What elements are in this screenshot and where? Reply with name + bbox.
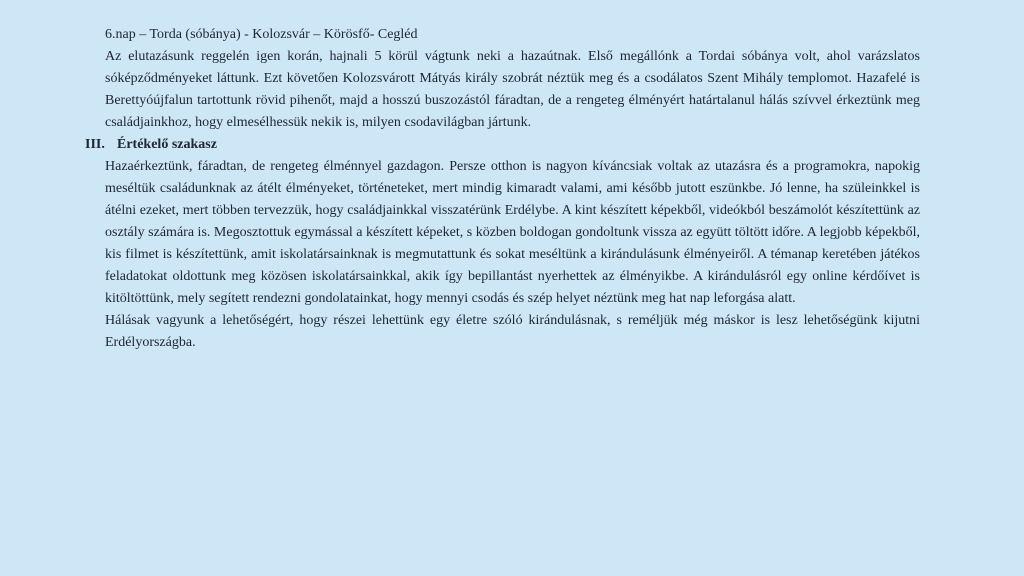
section-number: III. — [85, 137, 105, 152]
day-heading: 6.nap – Torda (sóbánya) - Kolozsvár – Körösfő- Cegléd — [105, 27, 418, 42]
section-heading — [85, 134, 920, 156]
day-paragraph: Az elutazásunk reggelén igen korán, hajnali 5 körül vágtunk neki a hazaútnak. Első megállónk a Tordai sóbánya volt, ahol varázslatos sóképződményeket láttunk. Ezt követően Kolozsvárott Mátyás király szobrát néztük meg és a csodálatos Szent Mihály templomot. Hazafelé is Berettyóújfalun tartottunk rövid pihenőt, majd a hosszú buszozástól fáradtan, de a rengeteg élményért határtalanul hálás szívvel érkeztünk meg családjainkhoz, hogy elmesélhessük nekik is, milyen csodavilágban jártunk. — [105, 49, 920, 130]
closing-paragraph: Hálásak vagyunk a lehetőségért, hogy részei lehettünk egy életre szóló kirándulásnak, s reméljük még máskor is lesz lehetőségünk kijutni Erdélyországba. — [105, 313, 920, 350]
section-paragraph: Hazaérkeztünk, fáradtan, de rengeteg élménnyel gazdagon. Persze otthon is nagyon kíváncsiak voltak az utazásra és a programokra, napokig meséltük családunknak az átélt élményeket, történeteket, mert mindig kimaradt valami, ami később jutott eszünkbe. Jó lenne, ha szüleinkkel is átélni ezeket, mert többen tervezzük, hogy családjainkkal visszatérünk Erdélybe. A kint készített képekből, videókból beszámolót készítettünk az osztály számára is. Megosztottuk egymással a készített képeket, s közben boldogan gondoltunk vissza az együtt töltött időre. A legjobb képekből, kis filmet is készítettünk, amit iskolatársainknak is megmutattunk és sokat meséltünk a kirándulásunk élményeiről. A témanap keretében játékos feladatokat oldottunk meg közösen iskolatársainkkal, akik így bepillantást nyerhettek az élményikbe. A kirándulásról egy online kérdőívet is kitöltöttünk, mely segített rendezni gondolatainkat, hogy mennyi csodás és szép helyet néztünk meg hat nap leforgása alatt. — [105, 159, 920, 306]
section-title: Értékelő szakasz — [117, 137, 217, 152]
